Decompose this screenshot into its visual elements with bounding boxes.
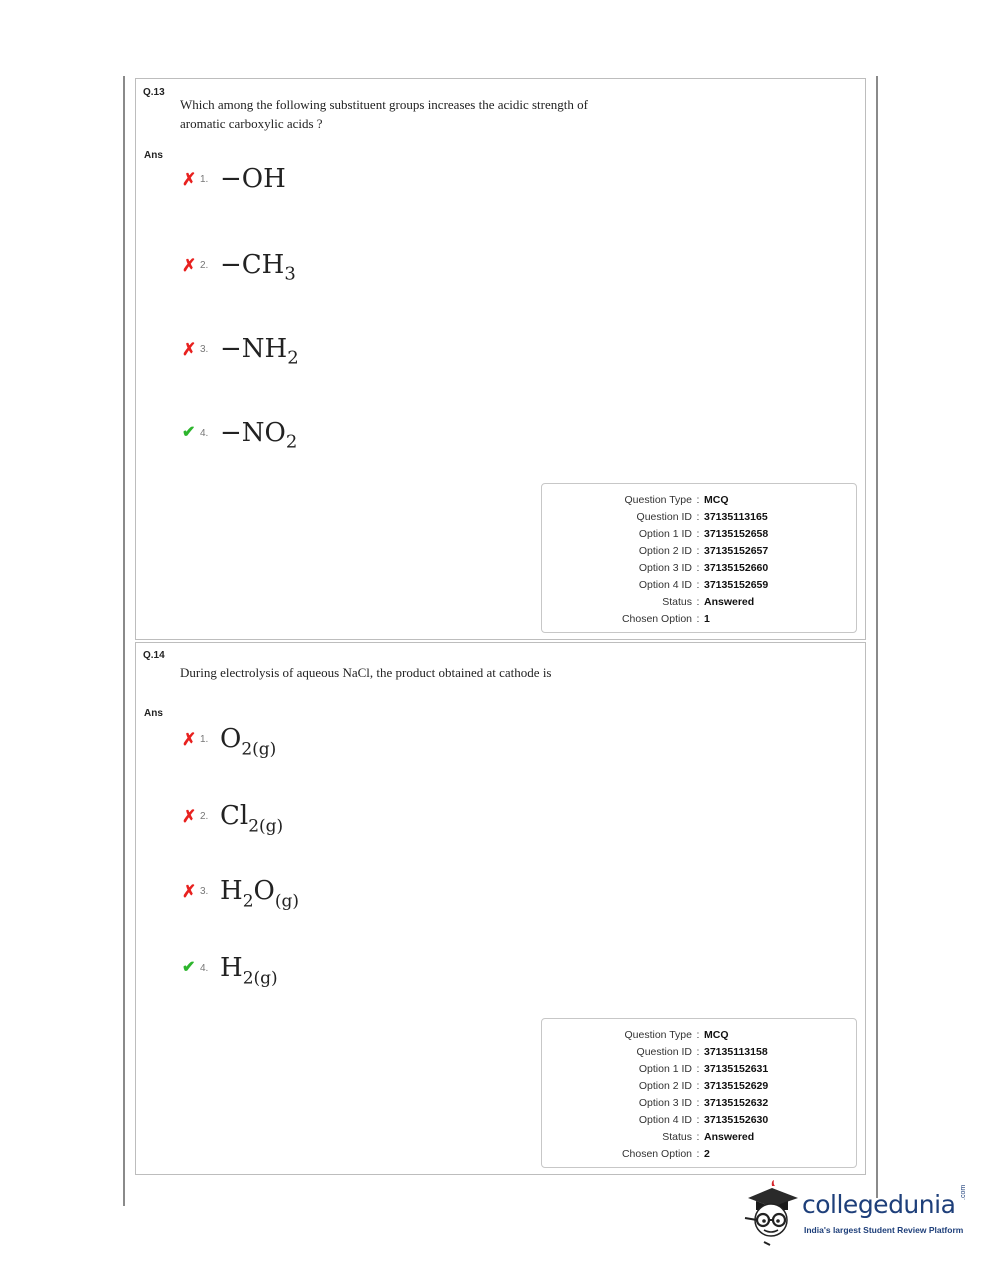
formula-subscript: 2 (287, 347, 299, 369)
logo-wordmark: collegedunia (802, 1190, 956, 1219)
info-row: Question Type : MCQ (542, 1027, 768, 1044)
answer-label: Ans (144, 150, 163, 161)
formula-subscript: (g) (274, 891, 299, 912)
option-formula (220, 876, 299, 912)
formula-main: −NO (220, 418, 286, 448)
question-type-value: MCQ (704, 494, 729, 506)
formula-subscript: 2 (285, 431, 298, 453)
question-number: Q.14 (143, 650, 165, 661)
question-text-line: Which among the following substituent groups increases the acidic strength of (180, 97, 588, 112)
formula-main: O (253, 876, 275, 906)
question-panel-14 (135, 642, 866, 1175)
option-id-value: 37135152658 (704, 528, 769, 540)
info-row: Option 4 ID : 37135152659 (542, 577, 768, 594)
option-1 (182, 719, 276, 759)
formula-subscript: 2(g) (248, 816, 284, 837)
cross-icon: ✗ (182, 881, 197, 901)
option-id-value: 37135152631 (704, 1063, 769, 1075)
formula-subscript: 2(g) (241, 739, 277, 760)
info-row: Question ID : 37135113165 (542, 509, 768, 526)
info-row: Chosen Option : 2 (542, 1146, 768, 1163)
status-value: Answered (704, 1131, 755, 1143)
formula-main: O (220, 724, 242, 754)
question-text (180, 95, 700, 133)
formula-main: −OH (220, 164, 286, 194)
formula-main: −CH (220, 250, 285, 280)
option-number: 1. (200, 733, 209, 745)
formula-subscript: 2 (242, 891, 254, 912)
formula-subscript: 3 (284, 263, 296, 285)
cross-icon: ✗ (182, 729, 197, 749)
cross-icon: ✗ (182, 806, 197, 826)
question-info-table (542, 1027, 768, 1163)
option-2 (182, 245, 296, 285)
info-row: Option 1 ID : 37135152631 (542, 1061, 768, 1078)
mascot-icon (742, 1180, 802, 1250)
info-row: Option 2 ID : 37135152629 (542, 1078, 768, 1095)
question-info-box (541, 483, 857, 633)
option-number: 2. (200, 810, 209, 822)
option-number: 4. (200, 427, 209, 439)
cross-icon: ✗ (182, 169, 197, 189)
question-text-line: During electrolysis of aqueous NaCl, the product obtained at cathode is (180, 665, 552, 680)
option-2 (182, 796, 283, 836)
info-row: Question ID : 37135113158 (542, 1044, 768, 1061)
option-1 (182, 159, 286, 199)
info-row: Chosen Option : 1 (542, 611, 768, 628)
option-4 (182, 948, 278, 988)
formula-main: H (220, 876, 243, 906)
option-id-value: 37135152657 (704, 545, 769, 557)
answer-label: Ans (144, 708, 163, 719)
question-number: Q.13 (143, 87, 165, 98)
question-text-line: aromatic carboxylic acids ? (180, 116, 323, 131)
question-id-value: 37135113165 (704, 511, 768, 523)
page-left-border (123, 76, 125, 1206)
cross-icon: ✗ (182, 255, 197, 275)
option-formula (220, 418, 298, 453)
info-row: Status : Answered (542, 594, 768, 611)
page-right-border (876, 76, 878, 1198)
info-row: Option 4 ID : 37135152630 (542, 1112, 768, 1129)
info-row: Option 3 ID : 37135152660 (542, 560, 768, 577)
option-id-value: 37135152659 (704, 579, 769, 591)
formula-main: −NH (220, 334, 288, 364)
option-formula (220, 250, 296, 285)
logo-tagline: India's largest Student Review Platform (804, 1225, 964, 1235)
status-value: Answered (704, 596, 755, 608)
cross-icon: ✗ (182, 339, 197, 359)
info-row: Option 2 ID : 37135152657 (542, 543, 768, 560)
option-formula (220, 334, 299, 369)
check-icon: ✔ (182, 424, 196, 441)
option-3 (182, 329, 299, 369)
formula-main: H (220, 953, 243, 983)
check-icon: ✔ (182, 959, 196, 976)
option-4 (182, 413, 297, 453)
question-text (180, 663, 700, 682)
info-row: Option 3 ID : 37135152632 (542, 1095, 768, 1112)
collegedunia-logo (742, 1180, 972, 1250)
option-number: 2. (200, 259, 209, 271)
option-formula (220, 724, 277, 760)
chosen-option-value: 2 (704, 1148, 710, 1160)
info-row: Status : Answered (542, 1129, 768, 1146)
logo-domain: .com (960, 1184, 967, 1200)
option-id-value: 37135152629 (704, 1080, 769, 1092)
formula-subscript: 2(g) (242, 968, 278, 989)
option-number: 3. (200, 343, 209, 355)
info-row: Question Type : MCQ (542, 492, 768, 509)
option-number: 1. (200, 173, 209, 185)
option-3 (182, 871, 299, 911)
question-id-value: 37135113158 (704, 1046, 768, 1058)
formula-main: Cl (220, 801, 249, 831)
question-type-value: MCQ (704, 1029, 729, 1041)
option-number: 3. (200, 885, 209, 897)
option-id-value: 37135152630 (704, 1114, 769, 1126)
question-info-box (541, 1018, 857, 1168)
question-panel-13 (135, 78, 866, 640)
info-row: Option 1 ID : 37135152658 (542, 526, 768, 543)
option-formula (220, 164, 286, 194)
chosen-option-value: 1 (704, 613, 710, 625)
question-info-table (542, 492, 768, 628)
option-formula (220, 801, 284, 837)
option-id-value: 37135152660 (704, 562, 769, 574)
option-number: 4. (200, 962, 209, 974)
option-id-value: 37135152632 (704, 1097, 769, 1109)
option-formula (220, 953, 278, 989)
